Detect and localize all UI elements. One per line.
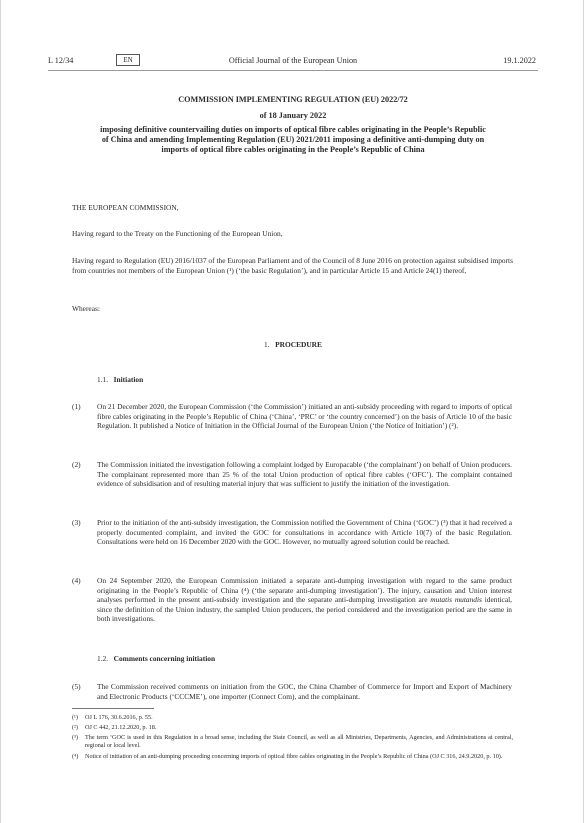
footnote-text: Notice of initiation of an anti-dumping proceeding concerning imports of optical fibre cables originating in the People’s Republic of China (OJ C 316, 24.9.2020, p. 10). xyxy=(85,753,503,760)
preamble-whereas: Whereas: xyxy=(72,304,100,313)
paragraph-number: (1) xyxy=(72,402,81,411)
footnote-number: (²) xyxy=(72,724,78,731)
paragraph-number: (4) xyxy=(72,576,81,585)
preamble-treaty: Having regard to the Treaty on the Functioning of the European Union, xyxy=(72,229,283,238)
subsection-number: 1.1. xyxy=(97,375,109,384)
oj-page-reference: L 12/34 xyxy=(48,56,74,65)
subsection-heading xyxy=(97,654,215,663)
subsection-number: 1.2. xyxy=(97,654,109,663)
paragraph-number: (5) xyxy=(72,682,81,691)
footnote-divider xyxy=(72,708,154,709)
subsection-title: Initiation xyxy=(113,375,144,384)
subsection-title: Comments concerning initiation xyxy=(113,654,216,663)
regulation-subtitle: imposing definitive countervailing duties on imports of optical fibre cables originating in the People’s Republic of China and amending Implementing Regulation (EU) 2021/2011 imposing a definitive anti-dumping duty on imports of optical fibre cables originating in the People’s Republic of China xyxy=(100,125,486,154)
paragraph-text-part: identical, since the definition of the Union industry, the sampled Union producers, the period considered and the investigation period are the same in both investigations. xyxy=(97,595,513,624)
paragraph-text-part: On 24 September 2020, the European Commission initiated a separate anti-dumping investigation with regard to the same product originating in the People’s Republic of China (⁴) (‘the separate anti-dumping investigation’). The injury, causation and Union interest analyses performed in the present anti-subsidy investigation and the separate anti-dumping investigation are xyxy=(97,576,512,605)
section-number: 1. xyxy=(264,340,270,349)
footnote-number: (³) xyxy=(72,734,78,741)
regulation-title: COMMISSION IMPLEMENTING REGULATION (EU) 2022/72 xyxy=(178,95,408,104)
paragraph-text: Prior to the initiation of the anti-subsidy investigation, the Commission notified the Government of China (‘GOC’) (³) that it had received a properly documented complaint, and invited the GOC for consultations in accordance with Article 10(7) of the basic Regulation. Consultations were held on 16 December 2020 with the GOC. However, no mutually agreed solution could be reached. xyxy=(97,518,512,547)
language-badge: EN xyxy=(116,54,140,66)
paragraph-number: (3) xyxy=(72,518,81,527)
regulation-date: of 18 January 2022 xyxy=(259,111,327,120)
paragraph-text: The Commission received comments on initiation from the GOC, the China Chamber of Commerce for Import and Export of Machinery and Electronic Products (‘CCCME’), one importer (Connect Com), and the complainant. xyxy=(97,682,512,701)
paragraph-text: The Commission initiated the investigation following a complaint lodged by Europacable (‘the complainant’) on behalf of Union producers. The complainant represented more than 25 % of the total Union production of optical fibre cables (‘OFC’). The complaint contained evidence of subsidisation and of resulting material injury that was sufficient to justify the initiation of the investigation. xyxy=(97,460,512,489)
latin-phrase: mutatis mutandis xyxy=(430,595,482,605)
preamble-commission: THE EUROPEAN COMMISSION, xyxy=(72,203,179,212)
footnote-number: (⁴) xyxy=(72,753,79,760)
paragraph-text: On 21 December 2020, the European Commission (‘the Commission’) initiated an anti-subsidy proceeding with regard to imports of optical fibre cables originating in the People’s Republic of China (‘China’, ‘PRC’ or ‘the country concerned’) on the basis of Article 10 of the basic Regulation. It published a Notice of Initiation in the Official Journal of the European Union (‘the Notice of Initiation’) (²). xyxy=(97,402,512,431)
header-divider xyxy=(48,70,538,71)
paragraph-text xyxy=(97,576,512,624)
footnote-text: The term ‘GOC is used in this Regulation in a broad sense, including the State Council, as well as all Ministries, Departments, Agencies, and Administrations at central, regional or local level. xyxy=(85,734,513,749)
section-title: PROCEDURE xyxy=(275,340,322,349)
footnote-text: OJ C 442, 21.12.2020, p. 18. xyxy=(85,724,157,731)
section-heading xyxy=(1,340,584,349)
footnote-number: (¹) xyxy=(72,714,78,721)
subsection-heading xyxy=(97,375,143,384)
journal-title: Official Journal of the European Union xyxy=(228,56,358,65)
footnote-text: OJ L 176, 30.6.2016, p. 55. xyxy=(85,714,153,721)
publication-date: 19.1.2022 xyxy=(503,56,536,65)
paragraph-number: (2) xyxy=(72,460,81,469)
preamble-regulation: Having regard to Regulation (EU) 2016/1037 of the European Parliament and of the Council of 8 June 2016 on protection against subsidised imports from countries not members of the European Union (¹) (‘the basic Regulation’), and in particular Article 15 and Article 24(1) thereof, xyxy=(72,256,513,275)
